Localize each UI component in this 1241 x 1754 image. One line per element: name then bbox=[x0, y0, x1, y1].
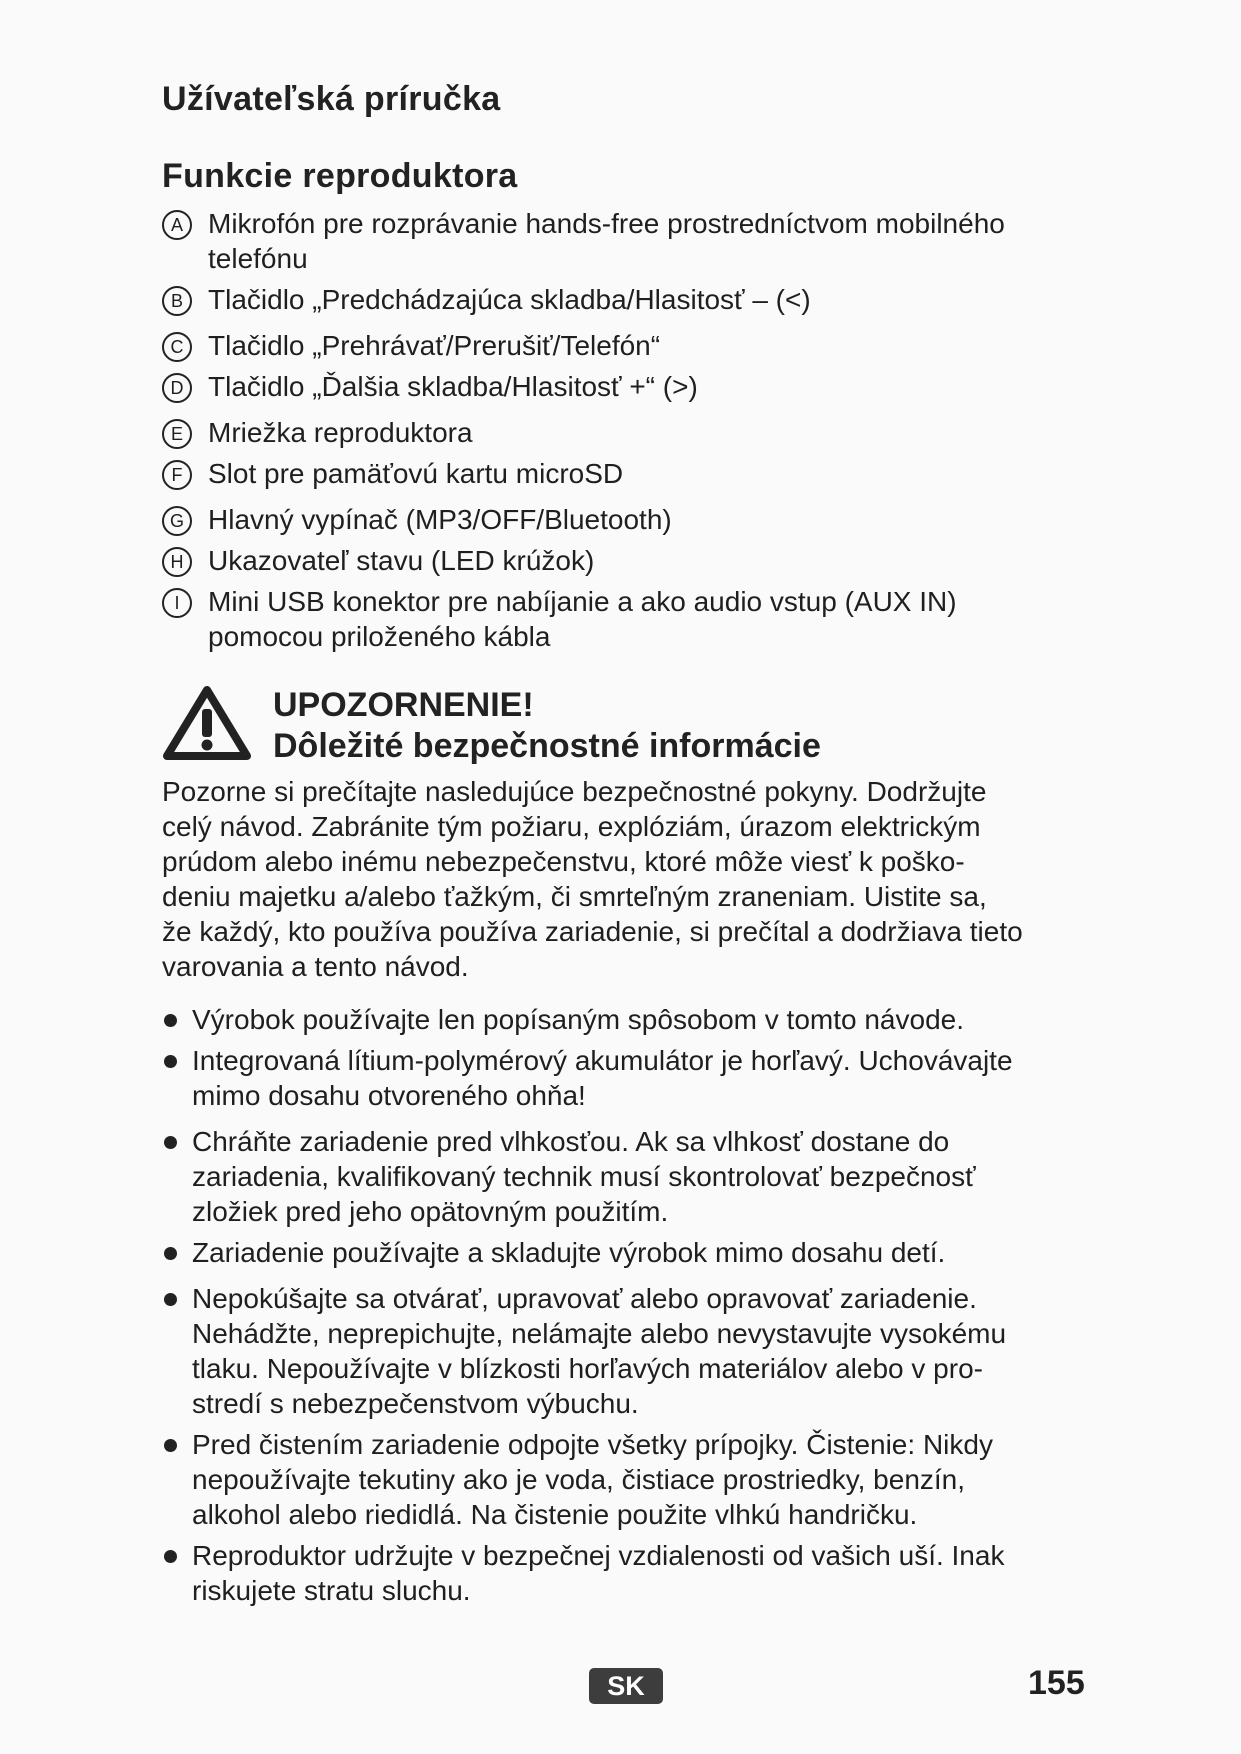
safety-item bbox=[162, 1235, 1092, 1270]
feature-text-line: Mikrofón pre rozprávanie hands-free prostredníctvom mobilného bbox=[208, 208, 1005, 239]
feature-text-line: Tlačidlo „Ďalšia skladba/Hlasitosť +“ (>) bbox=[208, 371, 698, 402]
feature-item bbox=[162, 502, 1092, 537]
intro-line: deniu majetku a/alebo ťažkým, či smrteľným zraneniam. Uistite sa, bbox=[162, 881, 987, 912]
bullet-icon bbox=[164, 1247, 177, 1260]
safety-item bbox=[162, 1002, 1092, 1037]
safety-item bbox=[162, 1538, 1092, 1608]
safety-text-line: Výrobok používajte len popísaným spôsobom v tomto návode. bbox=[192, 1004, 964, 1035]
feature-marker: H bbox=[162, 547, 192, 577]
bullet-icon bbox=[164, 1293, 177, 1306]
safety-list bbox=[162, 996, 1092, 1608]
intro-line: Pozorne si prečítajte nasledujúce bezpečnostné pokyny. Dodržujte bbox=[162, 776, 987, 807]
safety-text-line: Nehádžte, neprepichujte, nelámajte alebo nevystavujte vysokému bbox=[192, 1318, 1007, 1349]
safety-item bbox=[162, 1281, 1092, 1421]
feature-marker: C bbox=[162, 332, 192, 362]
feature-item bbox=[162, 369, 1092, 404]
intro-line: varovania a tento návod. bbox=[162, 951, 469, 982]
safety-text-line: tlaku. Nepoužívajte v blízkosti horľavých materiálov alebo v pro- bbox=[192, 1353, 983, 1384]
feature-text-line: Slot pre pamäťovú kartu microSD bbox=[208, 458, 624, 489]
feature-text-line: Mriežka reproduktora bbox=[208, 417, 473, 448]
language-badge: SK bbox=[589, 1668, 663, 1704]
safety-text-line: Nepokúšajte sa otvárať, upravovať alebo opravovať zariadenie. bbox=[192, 1283, 977, 1314]
safety-text-line: Integrovaná lítium-polymérový akumulátor je horľavý. Uchovávajte bbox=[192, 1045, 1013, 1076]
feature-marker: D bbox=[162, 373, 192, 403]
safety-text-line: Reproduktor udržujte v bezpečnej vzdialenosti od vašich uší. Inak bbox=[192, 1540, 1005, 1571]
intro-line: že každý, kto používa používa zariadenie, si prečítal a dodržiava tieto bbox=[162, 916, 1023, 947]
safety-item bbox=[162, 1043, 1092, 1113]
feature-marker: I bbox=[162, 588, 192, 618]
page-number: 155 bbox=[1028, 1664, 1085, 1702]
feature-item bbox=[162, 543, 1092, 578]
safety-text-line: nepoužívajte tekutiny ako je voda, čistiace prostriedky, benzín, bbox=[192, 1464, 966, 1495]
feature-text-line: Ukazovateľ stavu (LED krúžok) bbox=[208, 545, 595, 576]
safety-text-line: mimo dosahu otvoreného ohňa! bbox=[192, 1080, 586, 1111]
safety-text-line: Zariadenie používajte a skladujte výrobok mimo dosahu detí. bbox=[192, 1237, 946, 1268]
safety-text-line: stredí s nebezpečenstvom výbuchu. bbox=[192, 1388, 639, 1419]
section-title: Funkcie reproduktora bbox=[162, 157, 518, 195]
warning-triangle-icon bbox=[162, 684, 252, 762]
feature-text-line: Hlavný vypínač (MP3/OFF/Bluetooth) bbox=[208, 504, 672, 535]
feature-text-line: telefónu bbox=[208, 243, 308, 274]
feature-marker: A bbox=[162, 210, 192, 240]
feature-item bbox=[162, 584, 1092, 654]
warning-heading: UPOZORNENIE! bbox=[273, 686, 534, 724]
feature-text-line: pomocou priloženého kábla bbox=[208, 621, 551, 652]
page-title: Užívateľská príručka bbox=[162, 80, 501, 118]
safety-text-line: Chráňte zariadenie pred vlhkosťou. Ak sa vlhkosť dostane do bbox=[192, 1126, 950, 1157]
bullet-icon bbox=[164, 1439, 177, 1452]
safety-item bbox=[162, 1427, 1092, 1532]
intro-line: prúdom alebo inému nebezpečenstvu, ktoré môže viesť k poško- bbox=[162, 846, 965, 877]
feature-item bbox=[162, 206, 1092, 276]
feature-text-line: Mini USB konektor pre nabíjanie a ako audio vstup (AUX IN) bbox=[208, 586, 957, 617]
feature-list bbox=[162, 200, 1092, 654]
feature-item bbox=[162, 328, 1092, 363]
bullet-icon bbox=[164, 1550, 177, 1563]
feature-text-line: Tlačidlo „Prehrávať/Prerušiť/Telefón“ bbox=[208, 330, 661, 361]
feature-item bbox=[162, 456, 1092, 491]
warning-subheading: Dôležité bezpečnostné informácie bbox=[273, 727, 821, 765]
feature-item bbox=[162, 282, 1092, 317]
safety-text-line: zariadenia, kvalifikovaný technik musí skontrolovať bezpečnosť bbox=[192, 1161, 976, 1192]
feature-text-line: Tlačidlo „Predchádzajúca skladba/Hlasitosť – (<) bbox=[208, 284, 811, 315]
feature-marker: G bbox=[162, 506, 192, 536]
bullet-icon bbox=[164, 1014, 177, 1027]
feature-item bbox=[162, 415, 1092, 450]
bullet-icon bbox=[164, 1136, 177, 1149]
safety-text-line: zložiek pred jeho opätovným použitím. bbox=[192, 1196, 669, 1227]
safety-item bbox=[162, 1124, 1092, 1229]
warning-intro bbox=[162, 774, 1082, 984]
safety-text-line: riskujete stratu sluchu. bbox=[192, 1575, 471, 1606]
feature-marker: E bbox=[162, 419, 192, 449]
feature-marker: B bbox=[162, 286, 192, 316]
intro-line: celý návod. Zabránite tým požiaru, explóziám, úrazom elektrickým bbox=[162, 811, 981, 842]
bullet-icon bbox=[164, 1055, 177, 1068]
feature-marker: F bbox=[162, 460, 192, 490]
safety-text-line: Pred čistením zariadenie odpojte všetky prípojky. Čistenie: Nikdy bbox=[192, 1429, 993, 1460]
safety-text-line: alkohol alebo riedidlá. Na čistenie použite vlhkú handričku. bbox=[192, 1499, 918, 1530]
